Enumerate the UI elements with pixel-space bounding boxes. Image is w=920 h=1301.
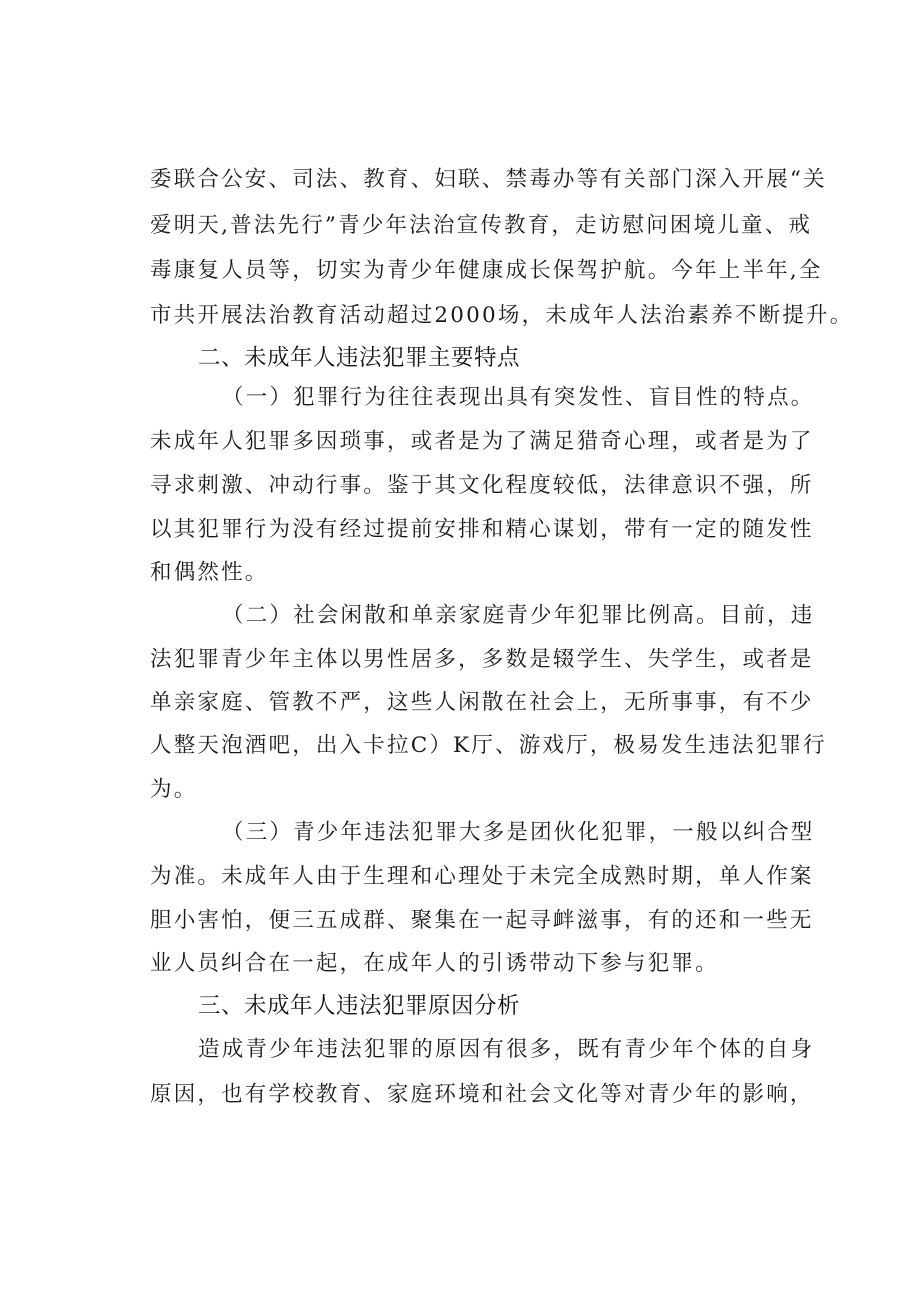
paragraph-line: 人整天泡酒吧，出入卡拉C）K厅、游戏厅，极易发生违法犯罪行 [150,733,827,758]
paragraph-line: 造成青少年违法犯罪的原因有很多，既有青少年个体的自身 [198,1037,815,1062]
paragraph-line: 为。 [150,777,198,802]
paragraph-line: 以其犯罪行为没有经过提前安排和精心谋划，带有一定的随发性 [150,517,814,542]
paragraph-line: 原因，也有学校教育、家庭环境和社会文化等对青少年的影响， [150,1082,814,1107]
paragraph-line: （二）社会闲散和单亲家庭青少年犯罪比例高。目前，违 [222,603,815,628]
paragraph-line: 爱明天,普法先行”青少年法治宣传教育，走访慰问困境儿童、戒 [150,213,813,238]
paragraph-line: 委联合公安、司法、教育、妇联、禁毒办等有关部门深入开展“关 [150,167,827,192]
section-heading: 二、未成年人违法犯罪主要特点 [198,345,521,371]
paragraph-line: 和偶然性。 [150,560,269,585]
paragraph-line: 为准。未成年人由于生理和心理处于未完全成熟时期，单人作案 [150,864,814,889]
paragraph-line: 胆小害怕，便三五成群、聚集在一起寻衅滋事，有的还和一些无 [150,908,814,933]
paragraph-line: 单亲家庭、管教不严，这些人闲散在社会上，无所事事，有不少 [150,690,814,715]
paragraph-line: （一）犯罪行为往往表现出具有突发性、盲目性的特点。 [222,385,815,410]
paragraph-line: 未成年人犯罪多因琐事，或者是为了满足猎奇心理，或者是为了 [150,429,814,454]
paragraph-line: 市共开展法治教育活动超过2000场，未成年人法治素养不断提升。 [150,303,854,328]
section-heading: 三、未成年人违法犯罪原因分析 [198,993,521,1019]
paragraph-line: 寻求刺激、冲动行事。鉴于其文化程度较低，法律意识不强，所 [150,473,814,498]
paragraph-line: 法犯罪青少年主体以男性居多，多数是辍学生、失学生，或者是 [150,647,814,672]
paragraph-line: 业人员纠合在一起，在成年人的引诱带动下参与犯罪。 [150,951,719,976]
paragraph-line: 毒康复人员等，切实为青少年健康成长保驾护航。今年上半年,全 [150,258,823,283]
paragraph-line: （三）青少年违法犯罪大多是团伙化犯罪，一般以纠合型 [222,820,815,845]
